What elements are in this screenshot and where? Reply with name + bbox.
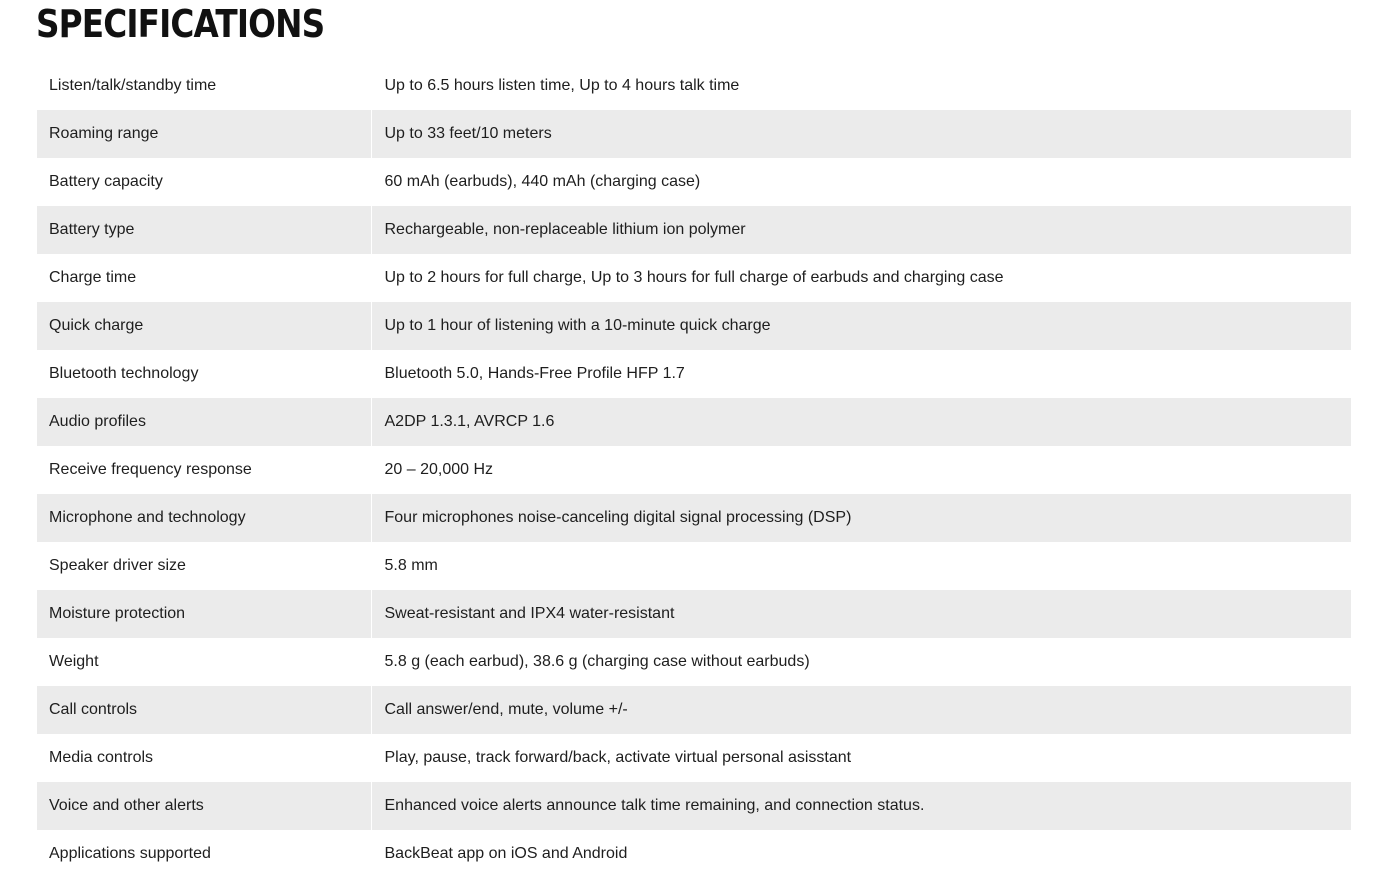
spec-label: Weight	[49, 653, 99, 670]
spec-value: Up to 6.5 hours listen time, Up to 4 hours talk time	[371, 62, 1351, 110]
table-row	[37, 398, 1351, 446]
spec-label: Audio profiles	[49, 413, 146, 430]
table-row	[37, 734, 1351, 782]
spec-value: 20 – 20,000 Hz	[371, 446, 1351, 494]
spec-label: Call controls	[49, 701, 138, 718]
table-row	[37, 446, 1351, 494]
spec-label: Applications supported	[49, 845, 211, 862]
spec-value: 5.8 mm	[371, 542, 1351, 590]
spec-label: Speaker driver size	[49, 557, 186, 574]
spec-label: Bluetooth technology	[49, 365, 199, 382]
spec-value: Four microphones noise-canceling digital signal processing (DSP)	[371, 494, 1351, 542]
spec-value: Up to 33 feet/10 meters	[371, 110, 1351, 158]
page-title: SPECIFICATIONS	[36, 2, 325, 46]
spec-value: A2DP 1.3.1, AVRCP 1.6	[371, 398, 1351, 446]
table-row	[37, 62, 1351, 110]
table-row	[37, 302, 1351, 350]
table-row	[37, 110, 1351, 158]
table-row	[37, 158, 1351, 206]
spec-value: Sweat-resistant and IPX4 water-resistant	[371, 590, 1351, 638]
table-row	[37, 830, 1351, 877]
spec-label: Voice and other alerts	[49, 797, 204, 814]
spec-label: Quick charge	[49, 317, 144, 334]
spec-label: Charge time	[49, 269, 137, 286]
table-row	[37, 638, 1351, 686]
spec-value: 5.8 g (each earbud), 38.6 g (charging case without earbuds)	[371, 638, 1351, 686]
spec-label: Moisture protection	[49, 605, 186, 622]
table-row	[37, 350, 1351, 398]
spec-label: Battery type	[49, 221, 135, 238]
spec-value: Up to 1 hour of listening with a 10-minute quick charge	[371, 302, 1351, 350]
table-row	[37, 494, 1351, 542]
spec-label: Receive frequency response	[49, 461, 252, 478]
specifications-table-body	[37, 62, 1351, 877]
table-row	[37, 686, 1351, 734]
table-row	[37, 542, 1351, 590]
spec-label: Listen/talk/standby time	[49, 77, 217, 94]
spec-label: Roaming range	[49, 125, 159, 142]
table-row	[37, 254, 1351, 302]
spec-value: Enhanced voice alerts announce talk time remaining, and connection status.	[371, 782, 1351, 830]
spec-value: Call answer/end, mute, volume +/-	[371, 686, 1351, 734]
table-row	[37, 206, 1351, 254]
specifications-table	[37, 62, 1351, 877]
spec-value: Rechargeable, non-replaceable lithium ion polymer	[371, 206, 1351, 254]
spec-value: Play, pause, track forward/back, activate virtual personal asisstant	[371, 734, 1351, 782]
spec-value: Up to 2 hours for full charge, Up to 3 hours for full charge of earbuds and charging case	[371, 254, 1351, 302]
table-row	[37, 590, 1351, 638]
spec-label: Battery capacity	[49, 173, 163, 190]
spec-label: Microphone and technology	[49, 509, 246, 526]
spec-label: Media controls	[49, 749, 154, 766]
spec-value: 60 mAh (earbuds), 440 mAh (charging case)	[371, 158, 1351, 206]
spec-value: Bluetooth 5.0, Hands-Free Profile HFP 1.7	[371, 350, 1351, 398]
spec-value: BackBeat app on iOS and Android	[371, 830, 1351, 877]
table-row	[37, 782, 1351, 830]
